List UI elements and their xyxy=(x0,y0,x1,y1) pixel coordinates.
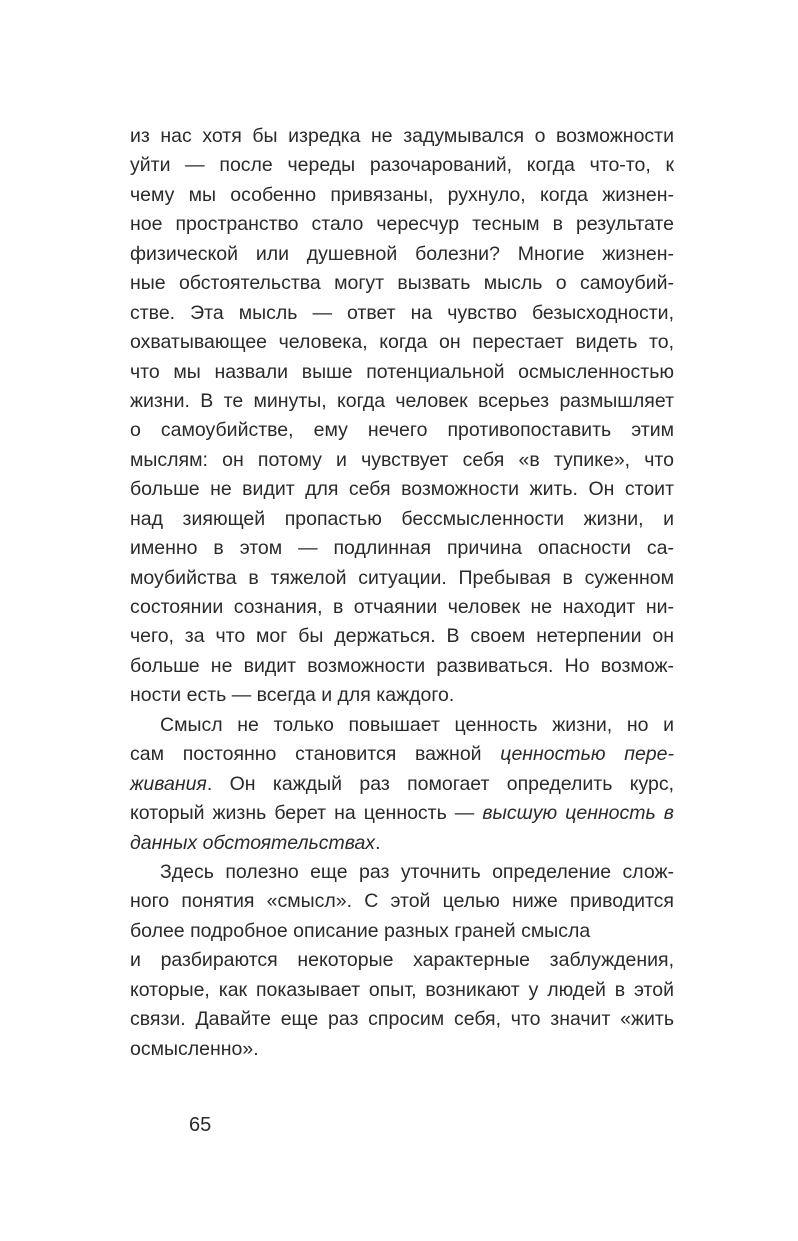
text-line xyxy=(130,446,674,475)
text-line xyxy=(130,1035,674,1064)
text-segment: Здесь полезно еще раз уточнить определение слож- xyxy=(160,860,674,883)
text-segment: больше не видит возможности развиваться. Но возмож- xyxy=(130,654,674,677)
text-segment: ности есть — всегда и для каждого. xyxy=(130,684,455,707)
text-segment: и разбираются некоторые характерные заблуждения, xyxy=(130,949,674,972)
text-segment: который жизнь берет на ценность — xyxy=(130,802,483,825)
text-line xyxy=(130,151,674,180)
text-line xyxy=(130,564,674,593)
text-line xyxy=(130,976,674,1005)
text-line xyxy=(130,593,674,622)
text-segment: более подробное описание разных граней смысла xyxy=(130,919,591,942)
text-line xyxy=(130,122,674,151)
text-line xyxy=(130,946,674,975)
text-segment: моубийства в тяжелой ситуации. Пребывая в суженном xyxy=(130,566,674,589)
text-segment: Смысл не только повышает ценность жизни, но и xyxy=(160,713,674,736)
text-segment: которые, как показывает опыт, возникают у людей в этой xyxy=(130,978,674,1001)
body-text xyxy=(130,122,674,1064)
text-segment: мыслям: он потому и чувствует себя «в тупике», что xyxy=(130,448,674,471)
text-segment: ные обстоятельства могут вызвать мысль о самоубий- xyxy=(130,272,674,295)
text-line xyxy=(130,328,674,357)
text-line xyxy=(130,210,674,239)
text-line xyxy=(130,181,674,210)
text-line xyxy=(130,475,674,504)
italic-text: живания xyxy=(130,772,207,795)
italic-text: ценностью пере- xyxy=(500,743,674,766)
text-segment: охватывающее человека, когда он перестает видеть то, xyxy=(130,331,674,354)
text-segment: жизни. В те минуты, когда человек всерьез размышляет xyxy=(130,389,674,412)
italic-text: данных обстоятельствах xyxy=(130,831,376,854)
text-line xyxy=(130,770,674,799)
text-segment: ного понятия «смысл». С этой целью ниже приводится xyxy=(130,890,674,913)
text-line xyxy=(130,299,674,328)
text-segment: ное пространство стало чересчур тесным в результате xyxy=(130,213,674,236)
text-line xyxy=(130,652,674,681)
text-segment: уйти — после череды разочарований, когда что-то, к xyxy=(130,154,674,177)
text-line xyxy=(130,534,674,563)
text-line xyxy=(130,387,674,416)
text-line xyxy=(130,858,674,887)
text-segment: из нас хотя бы изредка не задумывался о возможности xyxy=(130,125,674,147)
text-line xyxy=(130,240,674,269)
text-line xyxy=(130,740,674,769)
text-segment: состоянии сознания, в отчаянии человек не находит ни- xyxy=(130,596,674,618)
text-line xyxy=(130,681,674,710)
text-line xyxy=(130,711,674,740)
text-segment: . xyxy=(375,831,381,854)
text-segment: стве. Эта мысль — ответ на чувство безысходности, xyxy=(130,301,674,324)
text-line xyxy=(130,416,674,445)
text-segment: над зияющей пропастью бессмысленности жизни, и xyxy=(130,507,674,530)
text-line xyxy=(130,358,674,387)
text-segment: сам постоянно становится важной xyxy=(130,743,501,766)
text-segment: физической или душевной болезни? Многие жизнен- xyxy=(130,242,674,265)
text-segment: . Он каждый раз помогает определить курс, xyxy=(206,772,674,795)
text-segment: связи. Давайте еще раз спросим себя, что значит «жить xyxy=(130,1008,674,1031)
text-segment: о самоубийстве, ему нечего противопоставить этим xyxy=(130,419,674,442)
page-number: 65 xyxy=(189,1114,212,1136)
text-line xyxy=(130,505,674,534)
italic-text: высшую ценность в xyxy=(482,802,674,825)
text-segment: осмысленно». xyxy=(130,1037,259,1060)
text-line xyxy=(130,622,674,651)
text-line xyxy=(130,269,674,298)
text-segment: чему мы особенно привязаны, рухнуло, когда жизнен- xyxy=(130,183,674,206)
text-segment: чего, за что мог бы держаться. В своем нетерпении он xyxy=(130,625,674,648)
text-line xyxy=(130,799,674,828)
text-line xyxy=(130,829,674,858)
text-line xyxy=(130,917,674,946)
text-segment: именно в этом — подлинная причина опасности са- xyxy=(130,537,674,560)
text-line xyxy=(130,1005,674,1034)
text-segment: больше не видит для себя возможности жить. Он стоит xyxy=(130,478,674,501)
text-segment: что мы назвали выше потенциальной осмысленностью xyxy=(130,360,674,383)
text-line xyxy=(130,887,674,916)
